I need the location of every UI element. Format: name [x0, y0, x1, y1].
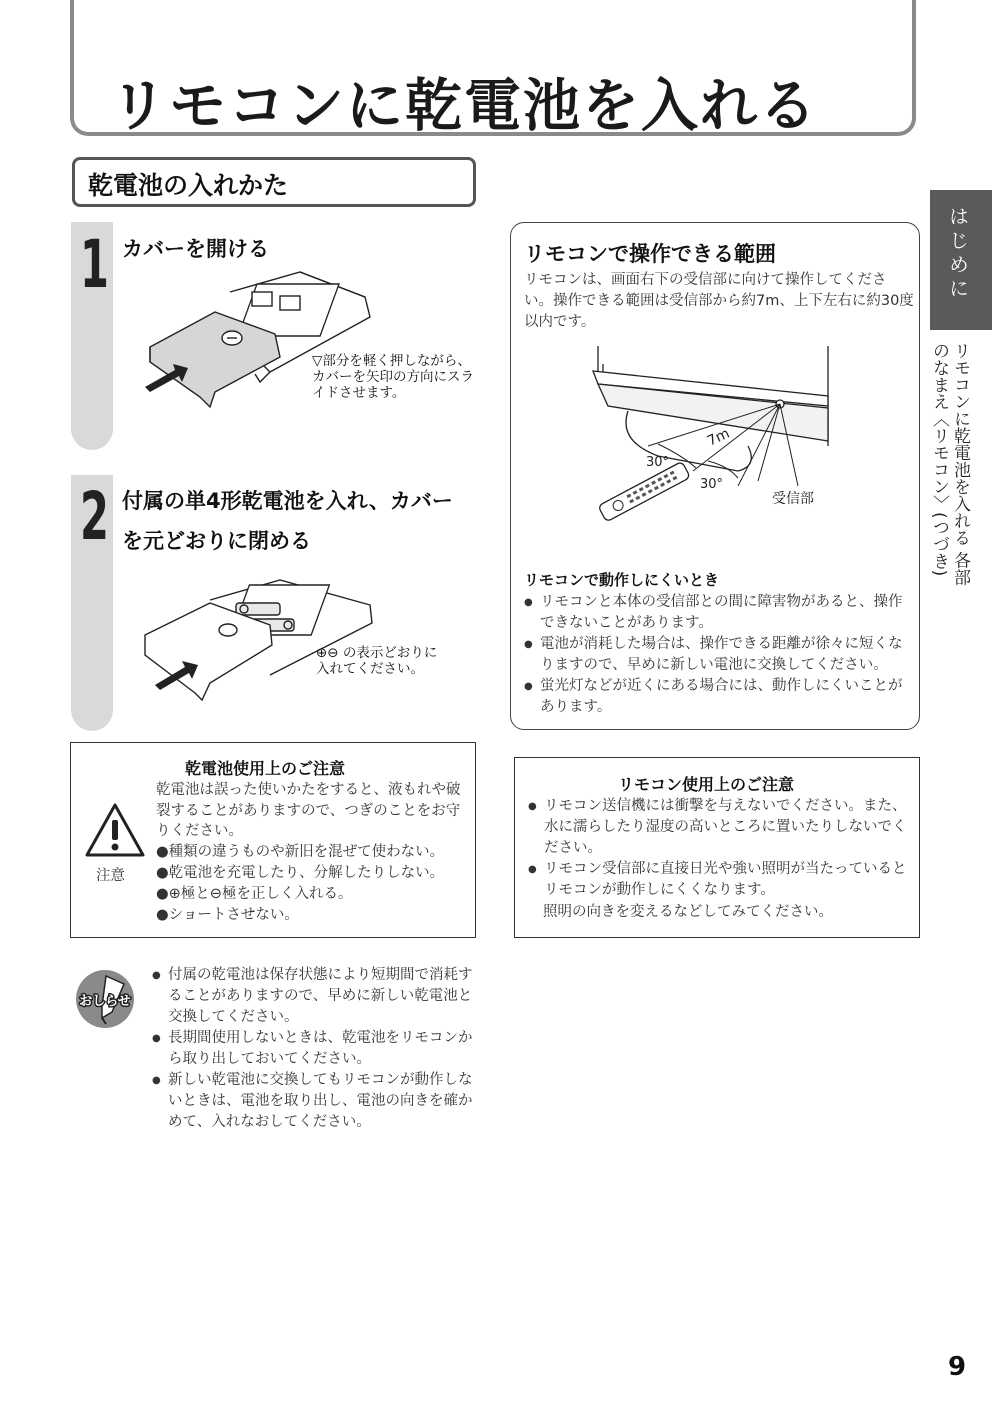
- battery-caution-title: 乾電池使用上のご注意: [185, 759, 346, 778]
- list-item: ● 新しい乾電池に交換してもリモコンが動作しないときは、電池を取り出し、電池の向きを確かめて、入れなおしてください。: [152, 1070, 484, 1133]
- range-title: リモコンで操作できる範囲: [524, 242, 776, 266]
- notice-badge-icon: [72, 968, 138, 1030]
- step-2-number: 2: [80, 478, 109, 555]
- range-diagram: [588, 346, 838, 546]
- caution-label: 注意: [96, 868, 125, 884]
- hard-to-operate-title: リモコンで動作しにくいとき: [524, 571, 720, 589]
- step-2-note-line: ⊕⊖ の表示どおりに: [316, 645, 438, 661]
- step-1-note-line: カバーを矢印の方向にスラ: [312, 369, 474, 385]
- battery-caution-list: [156, 842, 471, 926]
- list-item: ● 電池が消耗した場合は、操作できる距離が徐々に短くなりますので、早めに新しい電池に交換してください。: [524, 634, 912, 676]
- list-item: ●乾電池を充電したり、分解したりしない。: [156, 865, 445, 881]
- warning-icon: [84, 802, 146, 858]
- remote-caution-title: リモコン使用上のご注意: [618, 775, 795, 794]
- step-2-heading-line-2: を元どおりに閉める: [122, 529, 311, 553]
- step-2-note: [316, 645, 437, 677]
- angle-right-label: 30°: [700, 477, 724, 492]
- list-item: ●⊕極と⊖極を正しく入れる。: [156, 886, 353, 902]
- notice-list: [152, 965, 484, 1133]
- list-item: ● 長期間使用しないときは、乾電池をリモコンから取り出しておいてください。: [152, 1028, 484, 1070]
- step-1-note: [312, 353, 474, 401]
- hard-to-operate-list: [524, 592, 912, 718]
- remote-caution-list: [528, 796, 912, 901]
- battery-caution-body: 乾電池は誤った使いかたをすると、液もれや破裂することがありますので、つぎのことをお守りください。: [156, 782, 461, 839]
- list-item: ● リモコンと本体の受信部との間に障害物があると、操作できないことがあります。: [524, 592, 912, 634]
- list-item: ●種類の違うものや新旧を混ぜて使わない。: [156, 844, 445, 860]
- list-item: ● リモコン送信機には衝撃を与えないでください。また、水に濡らしたり湿度の高いところに置いたりしないでください。: [528, 796, 912, 859]
- list-item: ●ショートさせない。: [156, 907, 299, 923]
- step-1-number: 1: [80, 226, 109, 303]
- list-item: ● 蛍光灯などが近くにある場合には、動作しにくいことがあります。: [524, 676, 912, 718]
- section-title: 乾電池の入れかた: [88, 171, 289, 200]
- notice-badge-label: おしらせ: [79, 994, 131, 1009]
- step-1-heading: カバーを開ける: [122, 237, 269, 261]
- angle-left-label: 30°: [646, 455, 670, 470]
- step-1-note-line: イドさせます。: [312, 385, 406, 401]
- step-2-note-line: 入れてください。: [316, 661, 424, 677]
- step-1-note-line: ▽部分を軽く押しながら、: [312, 353, 471, 369]
- side-running-head: リモコンに乾電池を入れる 各部のなまえ〈リモコン〉(つづき): [929, 342, 970, 586]
- list-item: ● 付属の乾電池は保存状態により短期間で消耗することがありますので、早めに新しい乾電池と交換してください。: [152, 965, 484, 1028]
- list-item: ● リモコン受信部に直接日光や強い照明が当たっているとリモコンが動作しにくくなります。: [528, 859, 912, 901]
- receiver-label: 受信部: [772, 491, 814, 507]
- chapter-tab-label: はじめに: [949, 206, 969, 300]
- page-number: 9: [948, 1352, 967, 1382]
- page-title: リモコンに乾電池を入れる: [110, 73, 818, 139]
- distance-label: 7m: [704, 425, 733, 450]
- range-description: リモコンは、画面右下の受信部に向けて操作してください。操作できる範囲は受信部から約7m、上下左右に約30度以内です。: [524, 272, 914, 330]
- close-cover-illustration: [140, 575, 380, 705]
- step-2-heading-line-1: 付属の単4形乾電池を入れ、カバー: [122, 489, 453, 513]
- remote-caution-extra: 照明の向きを変えるなどしてみてください。: [543, 904, 833, 920]
